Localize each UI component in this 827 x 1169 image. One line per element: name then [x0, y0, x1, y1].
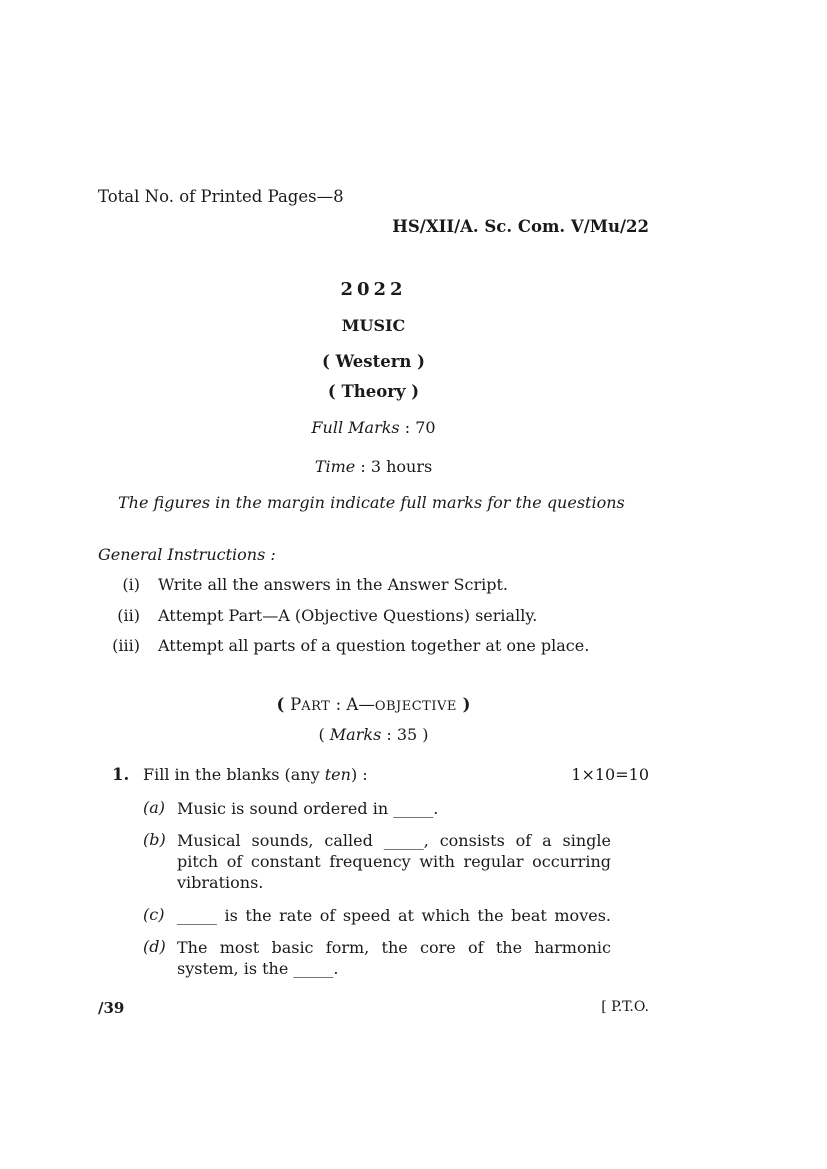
question-text [143, 765, 368, 784]
instruction-text: Attempt all parts of a question together at one place. [158, 636, 590, 655]
part-line: pitch of constant frequency with regular occurring [177, 852, 611, 871]
question-text-after: ) : [350, 765, 368, 784]
instruction-text: Write all the answers in the Answer Script. [158, 575, 508, 594]
part-heading-objective: OBJECTIVE [374, 699, 457, 714]
question-marks: 1×10=10 [571, 765, 649, 784]
part-heading-colon: : [330, 695, 347, 714]
part-line: _____ is the rate of speed at which the beat moves. [177, 906, 611, 925]
instruction-number: (i) [122, 575, 140, 594]
total-printed-pages: Total No. of Printed Pages—8 [98, 187, 344, 206]
exam-year: 2022 [340, 279, 407, 300]
paper-code: HS/XII/A. Sc. Com. V/Mu/22 [392, 217, 649, 236]
subject-title: MUSIC [341, 316, 406, 335]
part-line: Music is sound ordered in _____. [177, 799, 439, 818]
question-text-before: Fill in the blanks (any [143, 765, 325, 784]
instruction-text: Attempt Part—A (Objective Questions) serially. [158, 606, 538, 625]
part-label: (c) [143, 905, 165, 924]
part-a-heading [0, 695, 747, 714]
part-label: (d) [143, 937, 166, 956]
part-heading-a: A— [346, 695, 375, 714]
part-marks-open: ( [318, 725, 330, 744]
part-line: Musical sounds, called _____, consists of a single [177, 831, 611, 850]
instruction-number: (ii) [117, 606, 140, 625]
part-line: The most basic form, the core of the harmonic [177, 938, 611, 957]
part-text [177, 937, 611, 979]
time-value: : 3 hours [360, 457, 433, 476]
full-marks [0, 418, 747, 437]
part-line: vibrations. [177, 873, 264, 892]
part-line: system, is the _____. [177, 959, 339, 978]
paper-kind: ( Theory ) [327, 382, 420, 401]
margin-note: The figures in the margin indicate full marks for the questions [118, 493, 625, 512]
part-text [177, 798, 611, 819]
part-marks-label: Marks [329, 725, 382, 744]
part-heading-open: ( [276, 695, 291, 714]
part-marks-value: : 35 ) [381, 725, 429, 744]
full-marks-label: Full Marks [311, 418, 400, 437]
part-a-marks [0, 725, 747, 744]
subject-variant: ( Western ) [322, 352, 425, 371]
part-heading-art: ART [301, 699, 331, 714]
part-text [177, 905, 611, 926]
part-label: (b) [143, 830, 166, 849]
part-label: (a) [143, 798, 166, 817]
part-heading-p: P [290, 695, 302, 714]
time-label: Time [314, 457, 356, 476]
page-code: /39 [98, 999, 125, 1017]
part-text [177, 830, 611, 893]
full-marks-value: : 70 [404, 418, 436, 437]
part-heading-close: ) [456, 695, 471, 714]
question-number: 1. [112, 765, 130, 784]
question-text-italic: ten [324, 765, 351, 784]
pto-note: [ P.T.O. [601, 999, 649, 1015]
general-instructions-title: General Instructions : [98, 545, 276, 564]
time-allowed [0, 457, 747, 476]
instruction-number: (iii) [112, 636, 140, 655]
